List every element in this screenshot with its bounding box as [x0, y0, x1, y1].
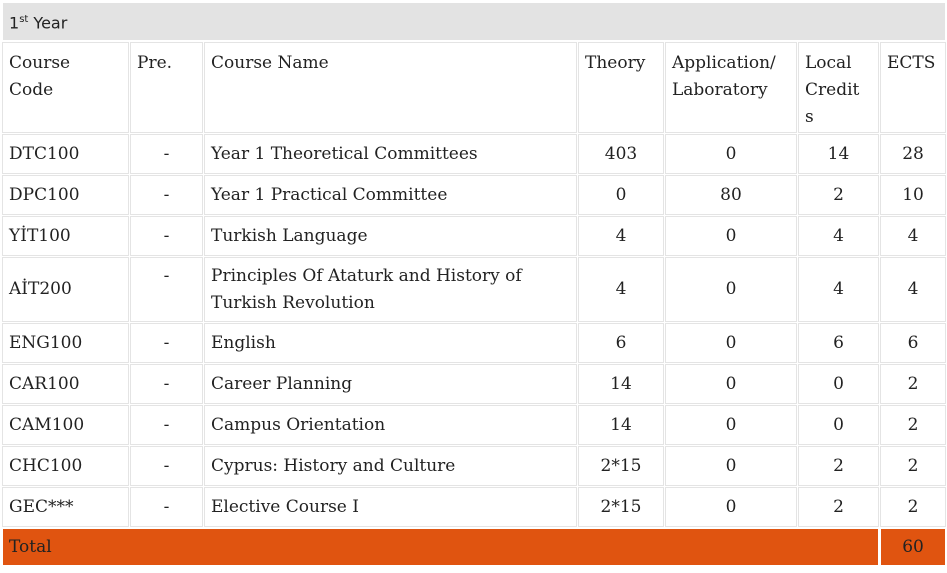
column-header-row: [3, 43, 945, 132]
header-course-code: [3, 43, 128, 132]
course-name: Cyprus: History and Culture: [205, 447, 576, 485]
header-prerequisite: Pre.: [131, 43, 202, 132]
course-lab: 0: [666, 324, 796, 362]
header-local-credits: [799, 43, 878, 132]
course-lab: 0: [666, 365, 796, 403]
course-prerequisite: -: [131, 447, 202, 485]
course-ects: 2: [881, 406, 945, 444]
course-theory: 6: [579, 324, 663, 362]
course-prerequisite: -: [131, 324, 202, 362]
course-name: English: [205, 324, 576, 362]
total-row: [3, 529, 945, 565]
total-ects: 60: [881, 529, 945, 565]
year-header-row: [3, 3, 945, 40]
table-row: [3, 324, 945, 362]
table-row: [3, 406, 945, 444]
course-ects: 28: [881, 135, 945, 173]
course-code: AİT200: [3, 258, 128, 321]
header-course-code-line1: Course: [9, 53, 71, 73]
course-theory: 4: [579, 217, 663, 255]
course-prerequisite: -: [131, 365, 202, 403]
course-code: CAR100: [3, 365, 128, 403]
table-row: [3, 258, 945, 321]
course-name: [205, 258, 576, 321]
course-local-credits: 2: [799, 176, 878, 214]
header-course-name: Course Name: [205, 43, 576, 132]
course-local-credits: 0: [799, 365, 878, 403]
header-theory: Theory: [579, 43, 663, 132]
course-prerequisite: -: [131, 258, 202, 321]
course-theory: 4: [579, 258, 663, 321]
course-local-credits: 2: [799, 447, 878, 485]
total-label: Total: [3, 529, 878, 565]
table-row: [3, 217, 945, 255]
course-prerequisite: -: [131, 488, 202, 526]
header-local-line2: Credit: [805, 80, 860, 100]
course-code: YİT100: [3, 217, 128, 255]
course-code: CAM100: [3, 406, 128, 444]
course-code: GEC***: [3, 488, 128, 526]
course-name: Elective Course I: [205, 488, 576, 526]
course-name-line2: Turkish Revolution: [211, 292, 375, 313]
course-theory: 403: [579, 135, 663, 173]
course-prerequisite: -: [131, 217, 202, 255]
course-lab: 0: [666, 447, 796, 485]
course-ects: 2: [881, 447, 945, 485]
year-ordinal-suffix: st: [19, 14, 29, 26]
course-ects: 6: [881, 324, 945, 362]
course-ects: 2: [881, 365, 945, 403]
year-number: 1: [9, 13, 20, 33]
header-course-code-line2: Code: [9, 80, 54, 100]
course-code: DPC100: [3, 176, 128, 214]
course-lab: 0: [666, 258, 796, 321]
course-lab: 80: [666, 176, 796, 214]
course-lab: 0: [666, 488, 796, 526]
header-ects: ECTS: [881, 43, 945, 132]
table-row: [3, 135, 945, 173]
course-name: Turkish Language: [205, 217, 576, 255]
table-row: [3, 488, 945, 526]
header-application-line2: Laboratory: [672, 80, 768, 100]
course-local-credits: 4: [799, 217, 878, 255]
course-code: ENG100: [3, 324, 128, 362]
year-word: Year: [28, 13, 68, 33]
course-name-line1: Principles Of Ataturk and History of: [211, 265, 522, 286]
course-lab: 0: [666, 406, 796, 444]
table-row: [3, 176, 945, 214]
header-application-line1: Application/: [672, 53, 776, 73]
course-name: Career Planning: [205, 365, 576, 403]
course-code: DTC100: [3, 135, 128, 173]
course-theory: 0: [579, 176, 663, 214]
course-ects: 4: [881, 258, 945, 321]
course-local-credits: 2: [799, 488, 878, 526]
course-lab: 0: [666, 135, 796, 173]
course-theory: 2*15: [579, 447, 663, 485]
course-theory: 2*15: [579, 488, 663, 526]
course-code: CHC100: [3, 447, 128, 485]
course-local-credits: 6: [799, 324, 878, 362]
course-local-credits: 0: [799, 406, 878, 444]
table-row: [3, 447, 945, 485]
course-name: Campus Orientation: [205, 406, 576, 444]
course-name: Year 1 Practical Committee: [205, 176, 576, 214]
course-ects: 2: [881, 488, 945, 526]
course-ects: 4: [881, 217, 945, 255]
course-prerequisite: -: [131, 135, 202, 173]
table-row: [3, 365, 945, 403]
header-local-line3: s: [805, 107, 814, 127]
course-local-credits: 4: [799, 258, 878, 321]
header-local-line1: Local: [805, 53, 852, 73]
header-application-laboratory: [666, 43, 796, 132]
course-lab: 0: [666, 217, 796, 255]
course-theory: 14: [579, 406, 663, 444]
course-prerequisite: -: [131, 406, 202, 444]
year-title: [3, 3, 945, 40]
course-theory: 14: [579, 365, 663, 403]
course-prerequisite: -: [131, 176, 202, 214]
course-local-credits: 14: [799, 135, 878, 173]
course-ects: 10: [881, 176, 945, 214]
course-name: Year 1 Theoretical Committees: [205, 135, 576, 173]
